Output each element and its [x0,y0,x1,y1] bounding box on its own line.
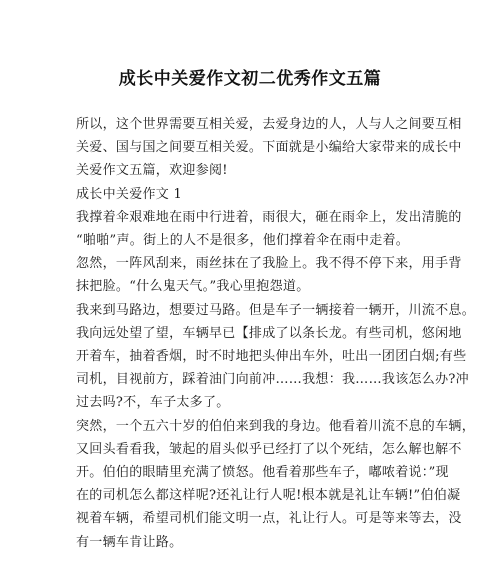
body-line: 过去吗?不，车子太多了。 [76,395,230,411]
body-line: 所以，这个世界需要互相关爱，去爱身边的人，人与人之间要互相 [76,117,462,132]
body-line: “啪啪”声。街上的人不是很多，他们撑着伞在雨中走着。 [76,233,410,249]
body-line: 在的司机怎么都这样呢?还礼让行人呢!根本就是礼让车辆!”伯伯凝 [76,488,461,504]
body-line: 我来到马路边，想要过马路。但是车子一辆接着一辆开，川流不息。 [76,302,476,318]
body-line: 我向远处望了望，车辆早已【排成了以条长龙。有些司机，悠闲地 [76,325,462,341]
body-line: 关爱作文五篇，欢迎参阅! [76,163,228,179]
body-line: 开。伯伯的眼睛里充满了愤怒。他看着那些车子，嘟哝着说：”现 [76,465,449,481]
body-line: 又回头看看我，皱起的眉头似乎已经打了以个死结，怎么解也解不 [76,441,462,457]
body-line: 突然，一个五六十岁的伯伯来到我的身边。他看着川流不息的车辆， [76,418,476,434]
body-line: 我撑着伞艰难地在雨中行进着，雨很大，砸在雨伞上，发出清脆的 [76,209,462,225]
body-line: 司机，目视前方，踩着油门向前冲……我想：我……我该怎么办?冲 [76,372,469,388]
body-line: 忽然，一阵风刮来，雨丝抹在了我脸上。我不得不停下来，用手背 [76,256,462,272]
article-body [76,113,476,554]
body-line: 开着车，抽着香烟，时不时地把头伸出车外，吐出一团团白烟;有些 [76,349,467,365]
article-title: 成长中关爱作文初二优秀作文五篇 [118,69,382,89]
section-heading: 成长中关爱作文 1 [76,186,183,202]
body-line: 有一辆车肯让路。 [76,534,183,550]
body-line: 抹把脸。“什么鬼天气。”我心里抱怨道。 [76,279,310,295]
body-line: 关爱、国与国之间要互相关爱。下面就是小编给大家带来的成长中 [76,140,462,156]
body-line: 视着车辆，希望司机们能文明一点，礼让行人。可是等来等去，没 [76,511,462,527]
